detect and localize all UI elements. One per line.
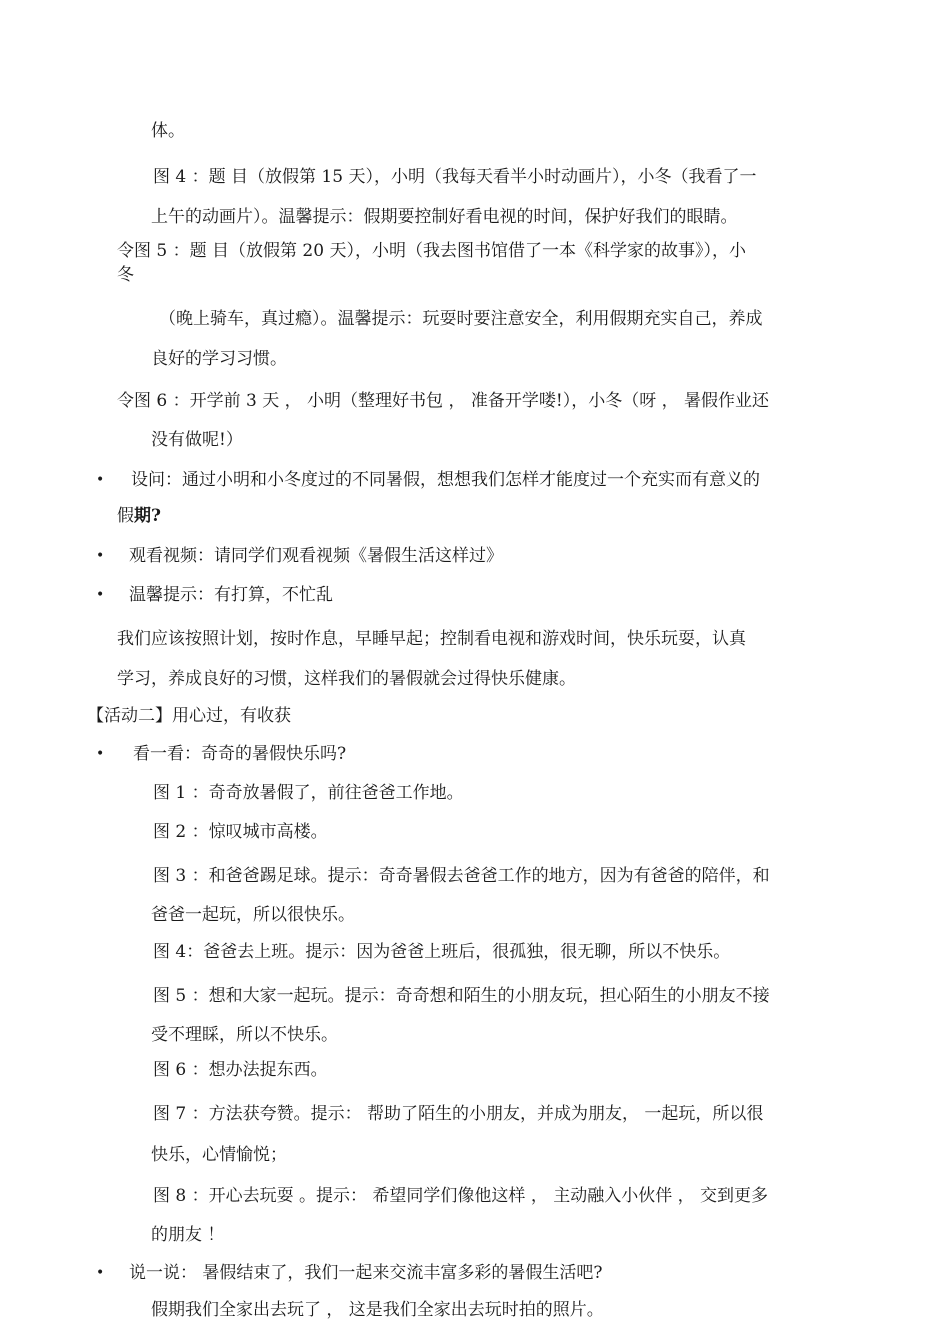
- text-line: 良好的学习习惯。: [151, 349, 287, 369]
- text-line: 上午的动画片）。温馨提示：假期要控制好看电视的时间，保护好我们的眼睛。: [151, 207, 738, 227]
- text-line: 图 4 ：题 目（放假第 15 天），小明（我每天看半小时动画片），小冬（我看了一: [153, 167, 757, 187]
- text-line: 快乐，心情愉悦；: [151, 1145, 287, 1165]
- text-line: 图 7 ：方法获夸赞。提示： 帮助了陌生的小朋友，并成为朋友， 一起玩，所以很: [153, 1104, 764, 1124]
- text-line: 体。: [151, 121, 185, 141]
- text-fragment: 假: [117, 506, 134, 526]
- text-line: 令图 5 ：题 目（放假第 20 天），小明（我去图书馆借了一本《科学家的故事》），小: [117, 241, 746, 261]
- text-line: 设问：通过小明和小冬度过的不同暑假，想想我们怎样才能度过一个充实而有意义的: [131, 470, 760, 490]
- text-line: 冬: [117, 265, 134, 285]
- text-line: 我们应该按照计划，按时作息，早睡早起；控制看电视和游戏时间，快乐玩耍，认真: [117, 629, 746, 649]
- bullet-marker: •: [96, 472, 105, 488]
- bullet-marker: •: [96, 746, 105, 762]
- text-line: 温馨提示：有打算，不忙乱: [129, 585, 333, 605]
- text-line: 没有做呢!）: [151, 430, 243, 450]
- text-line: 图 4：爸爸去上班。提示：因为爸爸上班后，很孤独，很无聊，所以不快乐。: [153, 942, 731, 962]
- text-line: 图 8 ：开心去玩耍 。提示： 希望同学们像他这样 ， 主动融入小伙伴 ， 交到更多: [153, 1186, 769, 1206]
- text-line: [117, 505, 161, 527]
- text-line: 令图 6 ：开学前 3 天 ， 小明（整理好书包 ， 准备开学喽!），小冬（呀 ， 暑假作业还: [117, 391, 769, 411]
- bullet-marker: •: [96, 1265, 105, 1281]
- text-line: 受不理睬，所以不快乐。: [151, 1025, 338, 1045]
- text-line: 看一看：奇奇的暑假快乐吗?: [133, 744, 347, 764]
- section-heading: 【活动二】用心过，有收获: [87, 706, 291, 726]
- bullet-marker: •: [96, 587, 105, 603]
- text-line: 爸爸一起玩，所以很快乐。: [151, 905, 355, 925]
- text-line: 观看视频：请同学们观看视频《暑假生活这样过》: [129, 546, 503, 566]
- text-line: 假期我们全家出去玩了 ， 这是我们全家出去玩时拍的照片。: [151, 1300, 604, 1320]
- text-line: 图 3 ：和爸爸踢足球。提示：奇奇暑假去爸爸工作的地方，因为有爸爸的陪伴，和: [153, 866, 770, 886]
- text-line: 图 1 ：奇奇放暑假了，前往爸爸工作地。: [153, 783, 464, 803]
- text-line: （晚上骑车，真过瘾）。温馨提示：玩耍时要注意安全，利用假期充实自己，养成: [159, 309, 763, 329]
- text-line: 学习，养成良好的习惯，这样我们的暑假就会过得快乐健康。: [117, 669, 576, 689]
- text-line: 的朋友 ！: [151, 1225, 225, 1245]
- bullet-marker: •: [96, 548, 105, 564]
- text-line: 图 2 ：惊叹城市高楼。: [153, 822, 328, 842]
- text-fragment-bold: 期?: [134, 506, 161, 526]
- text-line: 图 6 ：想办法捉东西。: [153, 1060, 328, 1080]
- text-line: 图 5 ：想和大家一起玩。提示：奇奇想和陌生的小朋友玩，担心陌生的小朋友不接: [153, 986, 770, 1006]
- text-line: 说一说： 暑假结束了，我们一起来交流丰富多彩的暑假生活吧?: [129, 1263, 603, 1283]
